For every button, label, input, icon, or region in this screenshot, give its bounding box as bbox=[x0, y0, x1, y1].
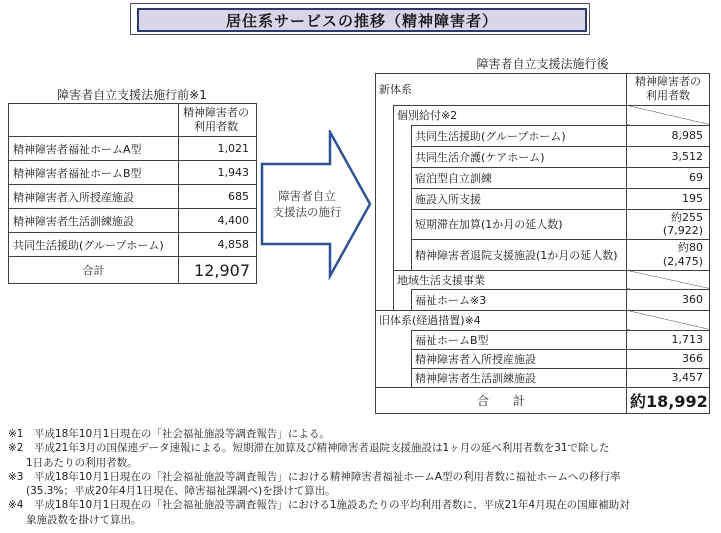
row-label: 共同生活援助(グループホーム) bbox=[9, 233, 179, 257]
right-arrow-shape bbox=[256, 130, 376, 280]
table-row bbox=[376, 289, 710, 310]
row-value: 685 bbox=[179, 185, 257, 209]
table-row bbox=[9, 137, 257, 161]
spacer-cell bbox=[376, 167, 394, 188]
footnotes bbox=[8, 427, 718, 527]
empty-header-cell bbox=[9, 104, 179, 137]
diagonal-cell bbox=[627, 270, 710, 289]
before-table bbox=[8, 103, 257, 284]
total-label: 合 計 bbox=[376, 387, 627, 413]
row-value: 約255 (7,922) bbox=[627, 209, 710, 240]
spacer-cell bbox=[376, 105, 394, 125]
spacer-cell bbox=[376, 209, 394, 240]
table-row bbox=[376, 146, 710, 167]
row-label: 旧体系(経過措置)※4 bbox=[376, 310, 627, 330]
row-label: 精神障害者福祉ホームA型 bbox=[9, 137, 179, 161]
row-label: 短期滞在加算(1か月の延人数) bbox=[412, 209, 627, 240]
value-column-header: 精神障害者の 利用者数 bbox=[179, 104, 257, 137]
table-row bbox=[376, 240, 710, 271]
table-row bbox=[9, 209, 257, 233]
arrow-label-line2: 支援法の施行 bbox=[272, 205, 342, 219]
row-value: 4,400 bbox=[179, 209, 257, 233]
arrow-outline bbox=[262, 132, 370, 276]
diagonal-cell bbox=[627, 310, 710, 330]
footnote-line: ※4 平成18年10月1日現在の「社会福祉施設等調査報告」における1施設あたりの平均利用者数に、平成21年4月現在の国庫補助対 bbox=[8, 499, 630, 512]
table-row bbox=[9, 161, 257, 185]
table-row-group bbox=[376, 105, 710, 125]
row-label: 共同生活援助(グループホーム) bbox=[412, 125, 627, 146]
total-row bbox=[9, 257, 257, 284]
spacer-cell bbox=[376, 289, 394, 310]
spacer-cell bbox=[394, 289, 412, 310]
spacer-cell bbox=[394, 146, 412, 167]
spacer-cell bbox=[376, 349, 394, 368]
row-label: 精神障害者入所授産施設 bbox=[9, 185, 179, 209]
spacer-cell bbox=[394, 368, 412, 387]
spacer-cell bbox=[376, 240, 394, 271]
total-row bbox=[376, 387, 710, 413]
row-value: 1,021 bbox=[179, 137, 257, 161]
row-value: 約80 (2,475) bbox=[627, 240, 710, 271]
spacer-cell bbox=[376, 330, 394, 349]
row-label: 精神障害者生活訓練施設 bbox=[412, 368, 627, 387]
footnote-line: ※3 平成18年10月1日現在の「社会福祉施設等調査報告」における精神障害者福祉ホームA型の利用者数に福祉ホームへの移行率 bbox=[8, 470, 621, 483]
table-row bbox=[376, 349, 710, 368]
row-label: 福祉ホーム※3 bbox=[412, 289, 627, 310]
row-label: 宿泊型自立訓練 bbox=[412, 167, 627, 188]
footnote-line: 象施設数を掛けて算出。 bbox=[26, 513, 142, 526]
title-box bbox=[130, 3, 590, 35]
footnote-line: 1日あたりの利用者数。 bbox=[26, 456, 138, 469]
spacer-cell bbox=[376, 368, 394, 387]
spacer-cell bbox=[376, 125, 394, 146]
row-label: 精神障害者退院支援施設(1か月の延人数) bbox=[412, 240, 627, 271]
table-row-group bbox=[376, 270, 710, 289]
row-value: 69 bbox=[627, 167, 710, 188]
row-label: 精神障害者福祉ホームB型 bbox=[9, 161, 179, 185]
table-row bbox=[9, 233, 257, 257]
footnote-line: ※2 平成21年3月の国保連データ速報による。短期滞在加算及び精神障害者退院支援施設は1ヶ月の延べ利用者数を31で除した bbox=[8, 442, 610, 455]
table-row bbox=[376, 188, 710, 209]
spacer-cell bbox=[376, 146, 394, 167]
row-value: 8,985 bbox=[627, 125, 710, 146]
table-header-row bbox=[9, 104, 257, 137]
table-row bbox=[376, 209, 710, 240]
footnote-line: (35.3%；平成20年4月1日現在、障害福祉課調べ)を掛けて算出。 bbox=[26, 485, 336, 498]
row-label: 精神障害者入所授産施設 bbox=[412, 349, 627, 368]
spacer-cell bbox=[376, 270, 394, 289]
row-label: 福祉ホームB型 bbox=[412, 330, 627, 349]
before-table-caption: 障害者自立支援法施行前※1 bbox=[57, 88, 207, 102]
spacer-cell bbox=[394, 330, 412, 349]
row-label: 精神障害者生活訓練施設 bbox=[9, 209, 179, 233]
spacer-cell bbox=[394, 167, 412, 188]
value-column-header: 精神障害者の 利用者数 bbox=[627, 74, 710, 106]
page-title: 居住系サービスの推移（精神障害者） bbox=[225, 11, 498, 30]
row-label: 地域生活支援事業 bbox=[394, 270, 627, 289]
row-label: 個別給付※2 bbox=[394, 105, 627, 125]
spacer-cell bbox=[394, 125, 412, 146]
after-table-caption: 障害者自立支援法施行後 bbox=[476, 57, 609, 71]
spacer-cell bbox=[394, 188, 412, 209]
row-value: 1,713 bbox=[627, 330, 710, 349]
title-box-inner bbox=[137, 8, 587, 32]
table-row bbox=[9, 185, 257, 209]
row-value: 360 bbox=[627, 289, 710, 310]
table-row bbox=[376, 330, 710, 349]
total-value: 12,907 bbox=[179, 257, 257, 284]
total-label: 合計 bbox=[9, 257, 179, 284]
table-header-row bbox=[376, 74, 710, 106]
row-label: 共同生活介護(ケアホーム) bbox=[412, 146, 627, 167]
table-row bbox=[376, 167, 710, 188]
row-value: 366 bbox=[627, 349, 710, 368]
footnote-line: ※1 平成18年10月1日現在の「社会福祉施設等調査報告」による。 bbox=[8, 428, 330, 440]
spacer-cell bbox=[376, 188, 394, 209]
row-value: 3,512 bbox=[627, 146, 710, 167]
diagonal-cell bbox=[627, 105, 710, 125]
spacer-cell bbox=[394, 240, 412, 271]
spacer-cell bbox=[394, 349, 412, 368]
table-row-group bbox=[376, 310, 710, 330]
row-value: 3,457 bbox=[627, 368, 710, 387]
table-row bbox=[376, 368, 710, 387]
after-table bbox=[375, 73, 710, 414]
table-row bbox=[376, 125, 710, 146]
total-value: 約18,992 bbox=[627, 387, 710, 413]
group-header: 新体系 bbox=[379, 83, 412, 97]
spacer-cell bbox=[394, 209, 412, 240]
row-label: 施設入所支援 bbox=[412, 188, 627, 209]
row-value: 4,858 bbox=[179, 233, 257, 257]
row-value: 1,943 bbox=[179, 161, 257, 185]
arrow-label-line1: 障害者自立 bbox=[278, 189, 336, 203]
row-value: 195 bbox=[627, 188, 710, 209]
